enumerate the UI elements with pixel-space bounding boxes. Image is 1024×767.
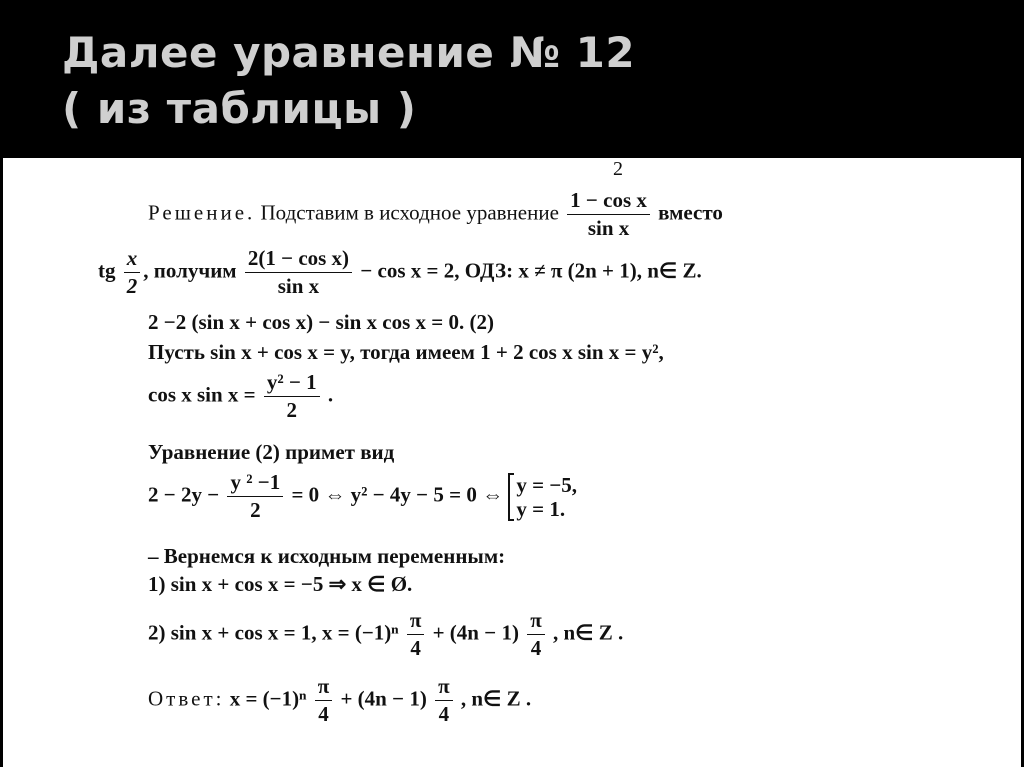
fraction: $\frac{\text{1 − cos x}}{\text{sin x}}$: [567, 188, 650, 241]
fraction: $\frac{x}{2}$: [124, 246, 141, 299]
fraction: $\frac{\pi}{4}$: [435, 674, 453, 727]
title-bar: [0, 0, 1024, 158]
fraction: $\frac{\pi}{4}$: [315, 674, 333, 727]
solution-line-5: cos x sin x = $\frac{\text{y² − 1}}{2}$ .: [148, 370, 334, 422]
solution-line-4: Пусть sin x + cos x = y, тогда имеем 1 + 2 cos x sin x = y²,: [148, 340, 664, 364]
fraction: $\frac{\text{y ² −1}}{2}$: [227, 470, 283, 523]
slide-title-line-1: Далее уравнение № 12: [62, 28, 636, 77]
answer-line: Ответ: x = (−1)ⁿ $\frac{\pi}{4}$ + (4n − 1) $\frac{\pi}{4}$ , n∈ Z .: [148, 674, 532, 726]
fraction: $\frac{\pi}{4}$: [407, 608, 425, 661]
slide-title-line-2: ( из таблицы ): [62, 84, 417, 133]
fraction: $\frac{\text{y² − 1}}{2}$: [264, 370, 320, 423]
fraction: $\frac{\text{2(1 − cos x)}}{\text{sin x}}$: [245, 246, 352, 299]
scanned-page: [3, 158, 1021, 767]
solution-label: Решение.: [148, 200, 256, 225]
answer-label: Ответ:: [148, 686, 225, 711]
solution-line-1: Решение. Подставим в исходное уравнение $\frac{\text{1 − cos x}}{\text{sin x}}$ вместо: [148, 188, 723, 240]
solution-line-3: 2 −2 (sin x + cos x) − sin x cos x = 0. (2): [148, 310, 494, 334]
solution-line-10: 2) sin x + cos x = 1, x = (−1)ⁿ $\frac{\pi}{4}$ + (4n − 1) $\frac{\pi}{4}$ , n∈ Z .: [148, 608, 624, 660]
system-bracket: y = −5, y = 1.: [508, 473, 577, 521]
solution-line-6: Уравнение (2) примет вид: [148, 440, 395, 464]
solution-line-2: tg $\frac{x}{2}$ , получим $\frac{\text{2(1 − cos x)}}{\text{sin x}}$ − cos x = 2, ОДЗ: x ≠ π (2n + 1), n∈ Z.: [98, 246, 702, 298]
solution-line-7: 2 − 2y − $\frac{\text{y ² −1}}{2}$ = 0 ⇔ y² − 4y − 5 = 0 ⇔ y = −5, y = 1.: [148, 470, 578, 522]
solution-line-9: 1) sin x + cos x = −5 ⇒ x ∈ Ø.: [148, 572, 413, 596]
cut-off-digit: 2: [613, 158, 623, 180]
solution-line-8: – Вернемся к исходным переменным:: [148, 544, 506, 568]
fraction: $\frac{\pi}{4}$: [527, 608, 545, 661]
